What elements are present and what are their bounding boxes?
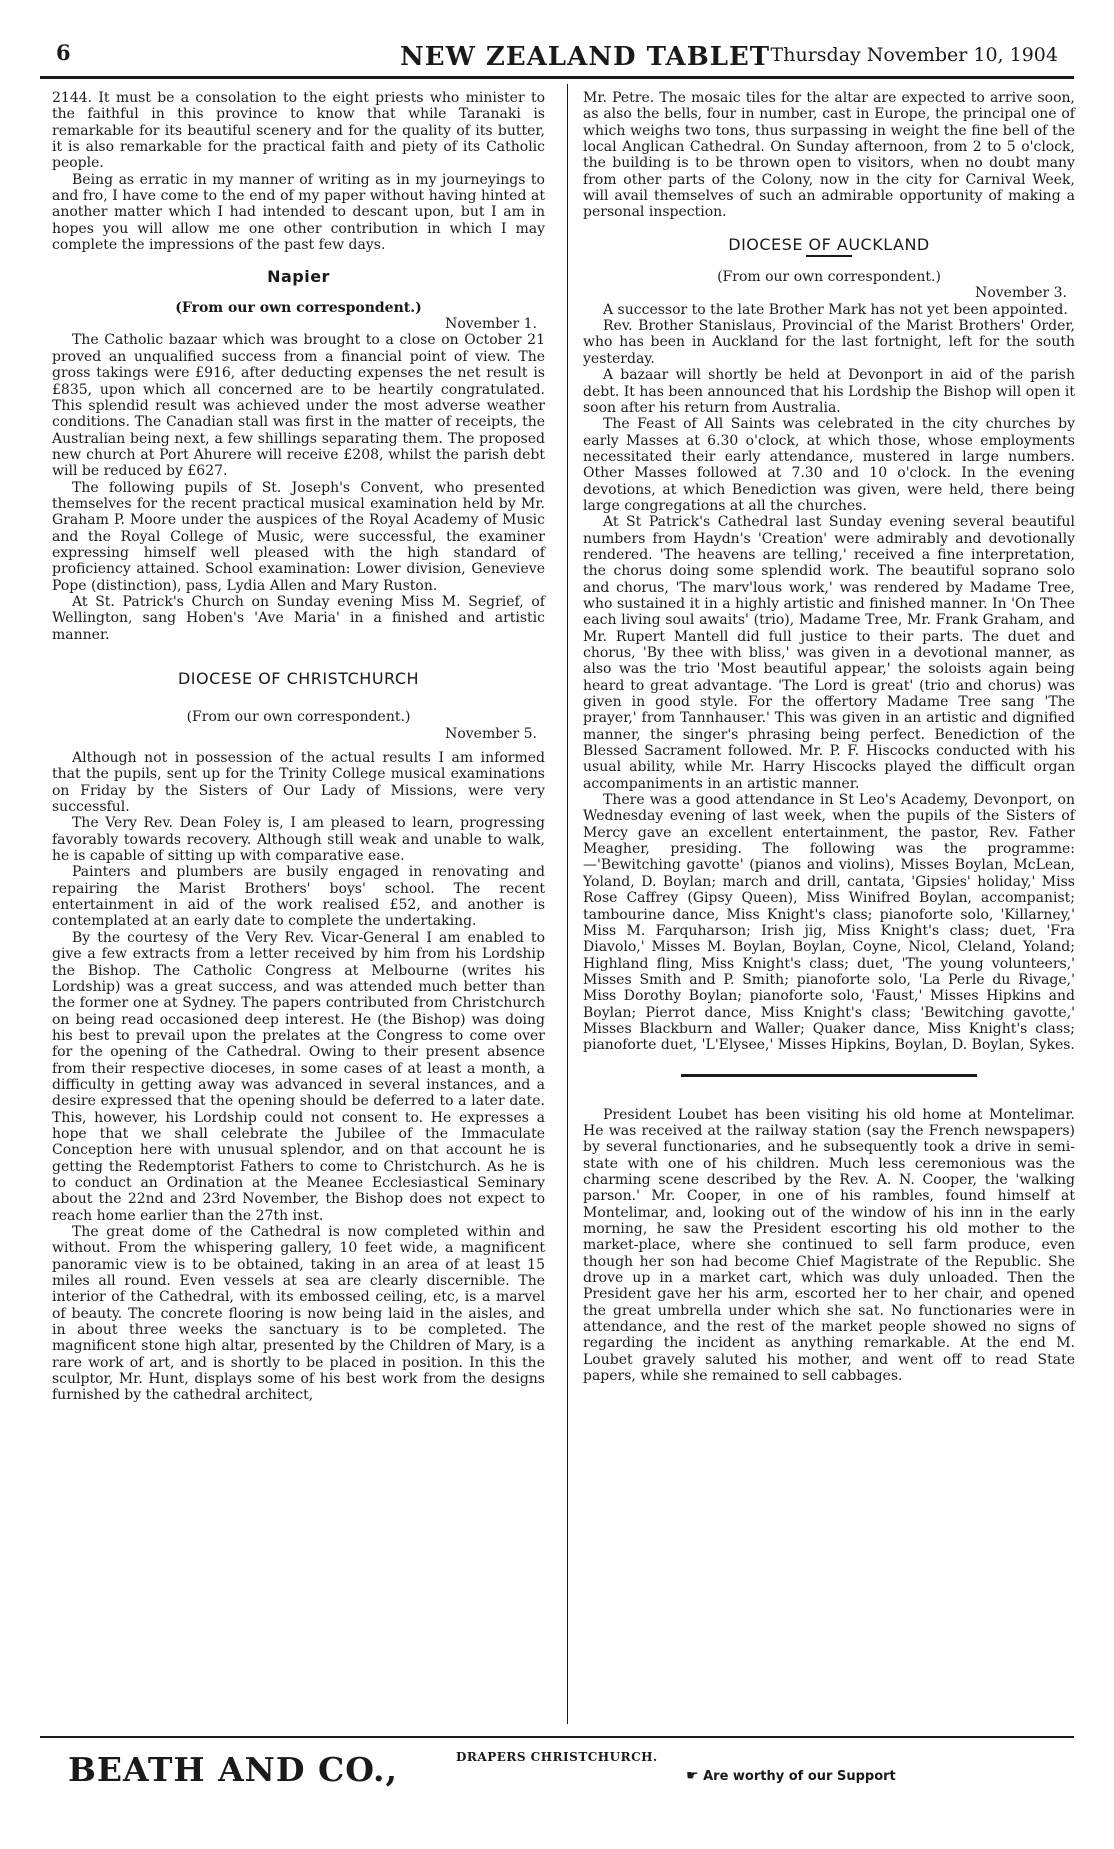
dateline: November 3. [975,285,1067,302]
pointing-hand-icon: ☛ [686,1768,699,1784]
article-paragraph: The Very Rev. Dean Foley is, I am pleased to learn, progressing favorably towards recovery. Although still weak and unable to walk, he is capable of sitting up with comparative ease. [52,815,545,865]
article-paragraph: The Catholic bazaar which was brought to a close on October 21 proved an unqualified success from a financial point of view. The gross takings were £916, after deducting expenses the net result is £835, upon which all concerned are to be heartily congratulated. This splendid result was achieved under the most adverse weather conditions. The Canadian stall was first in the matter of receipts, the Australian being next, a few shillings separating them. The proposed new church at Port Ahurere will receive £208, whilst the parish debt will be reduced by £627. [52,332,545,480]
left-column [52,90,545,1404]
newspaper-title: NEW ZEALAND TABLET [400,42,771,72]
issue-date: Thursday November 10, 1904 [770,44,1058,66]
article-paragraph: President Loubet has been visiting his old home at Montelimar. He was received at the railway station (say the French newspapers) by several functionaries, and he subsequently took a drive in semi-state with one of his children. Much less ceremonious was the charming scene described by the Rev. A. N. Cooper, the 'walking parson.' Mr. Cooper, in one of his rambles, found himself at Montelimar, and, looking out of the window of his inn in the early morning, he saw the President escorting his old mother to the market-place, where she continued to sell farm produce, even though her son had become Chief Magistrate of the Republic. She drove up in a market cart, which was duly unloaded. Then the President gave her his arm, escorted her to her chair, and opened the great umbrella under which she sat. No functionaries were in attendance, and the rest of the market people showed no signs of regarding the incident as anything remarkable. At the end M. Loubet gravely saluted his mother, and went off to read State papers, while she remained to sell cabbages. [583,1106,1075,1385]
page-header [40,36,1074,74]
article-paragraph: At St. Patrick's Church on Sunday evening Miss M. Segrief, of Wellington, sang Hoben's 'Ave Maria' in a finished and artistic manner. [52,593,545,643]
section-title-auckland: DIOCESE OF AUCKLAND [728,234,930,254]
article-paragraph: Although not in possession of the actual results I am informed that the pupils, sent up for the Trinity College musical examinations on Friday by the Sisters of Our Lady of Missions, were very successful. [52,750,545,816]
advertiser-name: BEATH AND CO., [68,1750,398,1789]
right-column [583,90,1075,1384]
correspondent-line: (From our own correspondent.) [186,709,411,726]
section-title-christchurch: DIOCESE OF CHRISTCHURCH [177,669,420,688]
continuation-paragraph: Mr. Petre. The mosaic tiles for the altar are expected to arrive soon, as also the bells, four in number, cast in Europe, the principal one of which weighs two tons, thus surpassing in weight the fine bell of the local Anglican Cathedral. On Sunday afternoon, from 2 to 5 o'clock, the building is to be thrown open to visitors, when no doubt many from other parts of the Colony, now in the city for Carnival Week, will avail themselves of such an admirable opportunity of making a personal inspection. [583,90,1075,221]
advertiser-tagline: Are worthy of our Support [703,1769,896,1784]
article-paragraph: Rev. Brother Stanislaus, Provincial of the Marist Brothers' Order, who has been in Auckland for the last fortnight, left for the south yesterday. [583,318,1075,367]
article-paragraph: By the courtesy of the Very Rev. Vicar-General I am enabled to give a few extracts from a letter received by him from his Lordship the Bishop. The Catholic Congress at Melbourne (writes his Lordship) was a great success, and was attended much better than the former one at Sydney. The papers contributed from Christchurch on being read occasioned deep interest. He (the Bishop) was doing his best to prevail upon the prelates at the Congress to come over for the opening of the Cathedral. Owing to their present absence from their respective dioceses, in some cases of at least a month, a difficulty in getting away was advanced in several instances, and a desire expressed that the opening should be deferred to a later date. This, however, his Lordship could not consent to. He expresses a hope that we shall celebrate the Jubilee of the Immaculate Conception here with unusual splendor, and on that account he is getting the Redemptorist Fathers to come to Christchurch. As he is to conduct an Ordination at the Meanee Ecclesiastical Seminary about the 22nd and 23rd November, the Bishop does not expect to reach home earlier than the 27th inst. [52,929,545,1224]
correspondent-line: (From our own correspondent.) [717,269,941,286]
footer-advertisement [40,1746,1074,1806]
article-paragraph: At St Patrick's Cathedral last Sunday evening several beautiful numbers from Haydn's 'Creation' were admirably and devotionally rendered. 'The heavens are telling,' received a fine interpretation, the chorus doing some splendid work. The beautiful soprano solo and chorus, 'The marv'lous work,' was rendered by Madame Tree, who sustained it in a highly artistic and finished manner. In 'On Thee each living soul awaits' (trio), Madame Tree, Mr. Frank Graham, and Mr. Rupert Mantell did full justice to their parts. The duet and chorus, 'By thee with bliss,' was given in a devotional manner, as also was the trio 'Most beautiful appear,' the soloists again being heard to great advantage. 'The Lord is great' (trio and chorus) was given in good style. For the offertory Madame Tree sang 'The prayer,' from Tannhauser.' This was given in an artistic and dignified manner, the singer's phrasing being perfect. Benediction of the Blessed Sacrament followed. Mr. P. F. Hiscocks conducted with his usual ability, while Mr. Harry Hiscocks played the difficult organ accompaniments in an artistic manner. [583,514,1075,792]
correspondent-line: (From our own correspondent.) [175,299,422,316]
dateline: November 5. [445,725,537,742]
column-divider [567,84,568,1724]
advertiser-location: DRAPERS CHRISTCHURCH. [456,1750,658,1764]
header-rule [40,76,1074,79]
article-paragraph: The Feast of All Saints was celebrated in the city churches by early Masses at 6.30 o'clock, at which those, whose employments necessitated their early attendance, mustered in large numbers. Other Masses followed at 7.30 and 10 o'clock. In the evening devotions, at which Benediction was given, were held, there being large congregations at all the churches. [583,416,1075,514]
dateline: November 1. [445,316,537,333]
section-title-napier: Napier [267,267,330,287]
article-paragraph: A successor to the late Brother Mark has not yet been appointed. [603,301,1068,318]
article-paragraph: A bazaar will shortly be held at Devonport in aid of the parish debt. It has been announced that his Lordship the Bishop will open it soon after his return from Australia. [583,367,1075,416]
footer-rule [40,1736,1074,1738]
article-paragraph: The great dome of the Cathedral is now completed within and without. From the whispering gallery, 10 feet wide, a magnificent panoramic view is to be obtained, taking in an area of at least 15 miles all round. Even vessels at sea are clearly discernible. The interior of the Cathedral, with its embossed ceiling, etc, is a marvel of beauty. The concrete flooring is now being laid in the aisles, and in about three weeks the sanctuary is to be completed. The magnificent stone high altar, presented by the Children of Mary, is a rare work of art, and is shortly to be placed in position. In this the sculptor, Mr. Hunt, displays some of his best work from the designs furnished by the cathedral architect, [52,1224,545,1404]
advertiser-tagline-wrap [686,1768,896,1784]
article-paragraph: Painters and plumbers are busily engaged in renovating and repairing the Marist Brothers' boys' school. The recent entertainment in aid of the work realised £52, and another is contemplated at an early date to complete the undertaking. [52,864,545,930]
intro-paragraph: Being as erratic in my manner of writing as in my journeyings to and fro, I have come to the end of my paper without having hinted at another matter which I had intended to descant upon, but I am in hopes you will allow me one other contribution in which I may complete the impressions of the past few days. [52,171,545,254]
article-paragraph: The following pupils of St. Joseph's Convent, who presented themselves for the recent practical musical examination held by Mr. Graham P. Moore under the auspices of the Royal Academy of Music and the Royal College of Music, were successful, the examiner expressing himself well pleased with the high standard of proficiency attained. School examination: Lower division, Genevieve Pope (distinction), pass, Lydia Allen and Mary Ruston. [52,479,545,594]
page-number: 6 [56,40,71,65]
intro-paragraph: 2144. It must be a consolation to the eight priests who minister to the faithful in this province to know that while Taranaki is remarkable for its beautiful scenery and for the quality of its butter, it is also remarkable for the practical faith and piety of its Catholic people. [52,90,545,172]
article-paragraph: There was a good attendance in St Leo's Academy, Devonport, on Wednesday evening of last week, when the pupils of the Sisters of Mercy gave an excellent entertainment, the pastor, Rev. Father Meagher, presiding. The following was the programme:—'Bewitching gavotte' (pianos and violins), Misses Boylan, McLean, Yoland, D. Boylan; march and drill, cantata, 'Gipsies' holiday,' Miss Rose Caffrey (Gipsy Queen), Miss Winifred Boylan, accompanist; tambourine dance, Miss Knight's class; pianoforte solo, 'Killarney,' Miss M. Farquharson; Irish jig, Miss Knight's class; duet, 'Fra Diavolo,' Misses M. Boylan, Boylan, Coyne, Nicol, Cleland, Yoland; Highland fling, Miss Knight's class; duet, 'The young volunteers,' Misses Smith and P. Smith; pianoforte solo, 'La Perle du Rivage,' Miss Dorothy Boylan; pianoforte solo, 'Faust,' Misses Hipkins and Boylan; Pierrot dance, Miss Knight's class; 'Bewitching gavotte,' Misses Blackburn and Waller; Quaker dance, Miss Knight's class; pianoforte duet, 'L'Elysee,' Misses Hipkins, Boylan, D. Boylan, Sykes. [583,792,1075,1054]
